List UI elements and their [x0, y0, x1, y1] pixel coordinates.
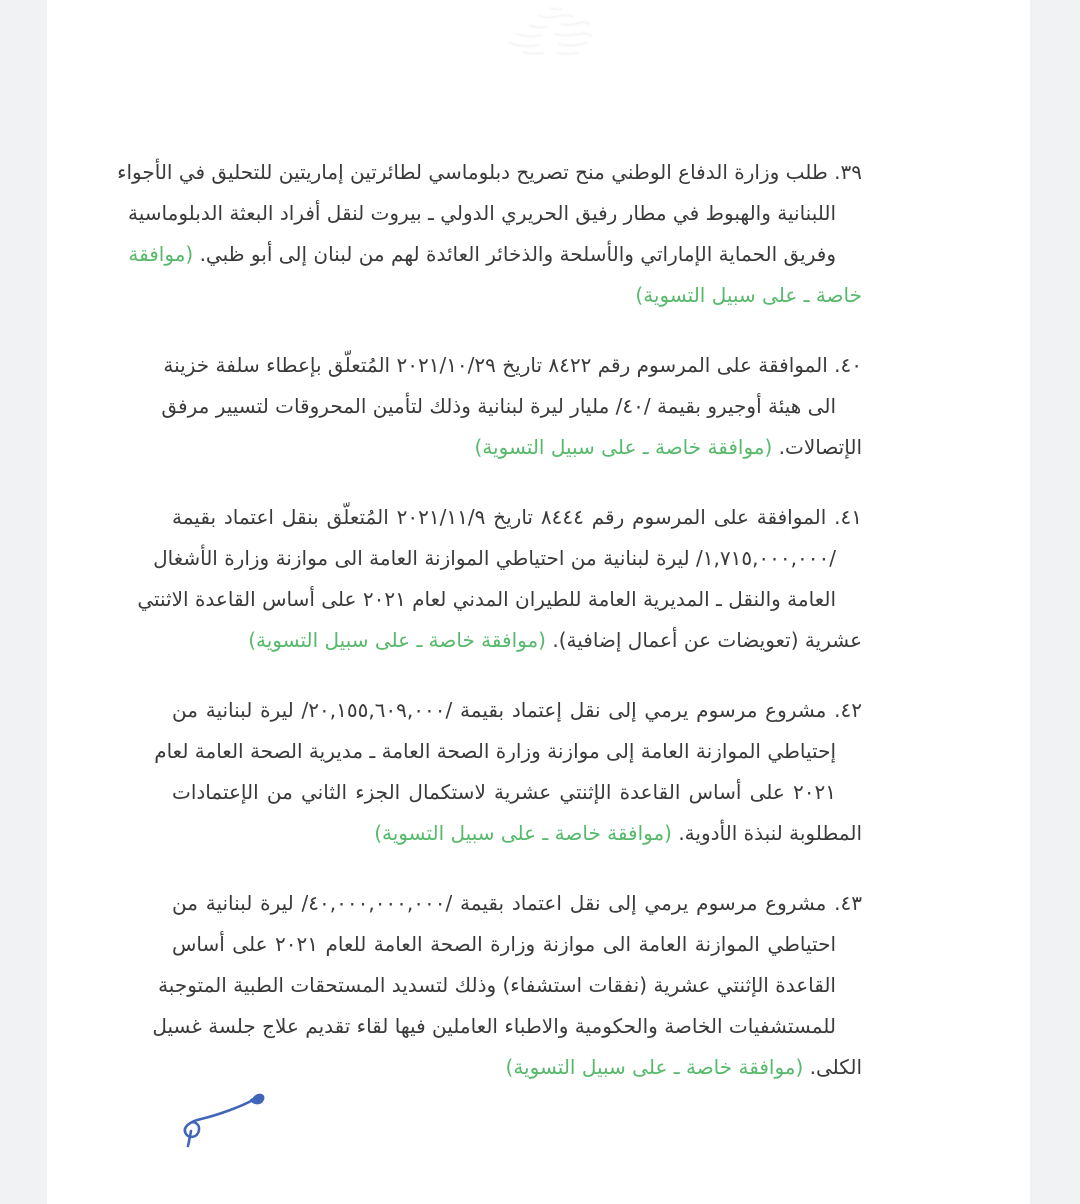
line-text: عشرية (تعويضات عن أعمال إضافية). — [545, 628, 862, 652]
document-line — [172, 813, 862, 854]
document-line — [153, 538, 862, 579]
line-text: الإتصالات. — [772, 435, 862, 459]
document-line — [152, 1006, 862, 1047]
document-body — [117, 152, 862, 1117]
document-line — [154, 731, 862, 772]
approval-note: (موافقة خاصة ـ على سبيل التسوية) — [248, 628, 546, 652]
approval-note: (موافقة خاصة ـ على سبيل التسوية) — [505, 1055, 804, 1079]
pen-signature-icon — [170, 1086, 270, 1148]
line-text: ٣٩. طلب وزارة الدفاع الوطني منح تصريح دبلوماسي لطائرتين إماريتين للتحليق في الأجواء — [117, 160, 862, 184]
line-text: إحتياطي الموازنة العامة إلى موازنة وزارة الصحة العامة ـ مديرية الصحة العامة لعام — [154, 739, 836, 763]
document-line — [172, 275, 862, 316]
line-text: الى هيئة أوجيرو بقيمة /٤٠/ مليار ليرة لبنانية وذلك لتأمين المحروقات لتسيير مرفق — [161, 394, 836, 418]
approval-note: (موافقة خاصة ـ على سبيل التسوية) — [474, 435, 773, 459]
document-line — [172, 497, 862, 538]
document-line — [128, 193, 862, 234]
document-line — [161, 386, 862, 427]
line-text: ٤١. الموافقة على المرسوم رقم ٨٤٤٤ تاريخ ٢٠٢١/١١/٩ المُتعلّق بنقل اعتماد بقيمة — [172, 505, 862, 529]
line-text: القاعدة الإثنتي عشرية (نفقات استشفاء) وذلك لتسديد المستحقات الطبية المتوجبة — [158, 973, 836, 997]
document-page — [47, 0, 1030, 1204]
line-text: الكلى. — [803, 1055, 862, 1079]
item-40 — [161, 345, 862, 468]
line-text: ٤٢. مشروع مرسوم يرمي إلى نقل إعتماد بقيمة /٢٠,١٥٥,٦٠٩,٠٠٠/ ليرة لبنانية من — [172, 698, 862, 722]
line-text: المطلوبة لنبذة الأدوية. — [671, 821, 862, 845]
document-line — [117, 152, 862, 193]
line-text: وفريق الحماية الإماراتي والأسلحة والذخائر العائدة لهم من لبنان إلى أبو ظبي. — [193, 242, 836, 266]
document-line — [172, 772, 862, 813]
document-line — [172, 1047, 862, 1088]
line-text: اللبنانية والهبوط في مطار رفيق الحريري الدولي ـ بيروت لنقل أفراد البعثة الدبلوماسية — [128, 201, 836, 225]
document-line — [128, 234, 862, 275]
document-line — [172, 427, 862, 468]
document-line — [172, 620, 862, 661]
line-text: احتياطي الموازنة العامة الى موازنة وزارة الصحة العامة للعام ٢٠٢١ على أساس — [172, 932, 836, 956]
line-text: للمستشفيات الخاصة والحكومية والاطباء العاملين فيها لقاء تقديم علاج جلسة غسيل — [152, 1014, 836, 1038]
line-text: /١,٧١٥,٠٠٠,٠٠٠/ ليرة لبنانية من احتياطي الموازنة العامة الى موازنة وزارة الأشغال — [153, 546, 836, 570]
item-41 — [137, 497, 862, 661]
approval-note: (موافقة — [128, 242, 194, 266]
document-line — [163, 345, 862, 386]
document-line — [172, 690, 862, 731]
document-line — [172, 924, 862, 965]
line-text: ٤٣. مشروع مرسوم يرمي إلى نقل اعتماد بقيمة /٤٠,٠٠٠,٠٠٠,٠٠٠/ ليرة لبنانية من — [172, 891, 862, 915]
approval-note: خاصة ـ على سبيل التسوية) — [635, 283, 862, 307]
item-39 — [117, 152, 862, 316]
faded-stamp-icon — [467, 0, 647, 64]
item-43 — [152, 883, 862, 1088]
line-text: ٢٠٢١ على أساس القاعدة الإثنتي عشرية لاستكمال الجزء الثاني من الإعتمادات — [172, 780, 836, 804]
line-text: ٤٠. الموافقة على المرسوم رقم ٨٤٢٢ تاريخ ٢٠٢١/١٠/٢٩ المُتعلّق بإعطاء سلفة خزينة — [163, 353, 862, 377]
item-42 — [154, 690, 862, 854]
document-line — [172, 883, 862, 924]
approval-note: (موافقة خاصة ـ على سبيل التسوية) — [374, 821, 672, 845]
line-text: العامة والنقل ـ المديرية العامة للطيران المدني لعام ٢٠٢١ على أساس القاعدة الاثنتي — [137, 587, 836, 611]
document-line — [137, 579, 862, 620]
document-line — [158, 965, 862, 1006]
